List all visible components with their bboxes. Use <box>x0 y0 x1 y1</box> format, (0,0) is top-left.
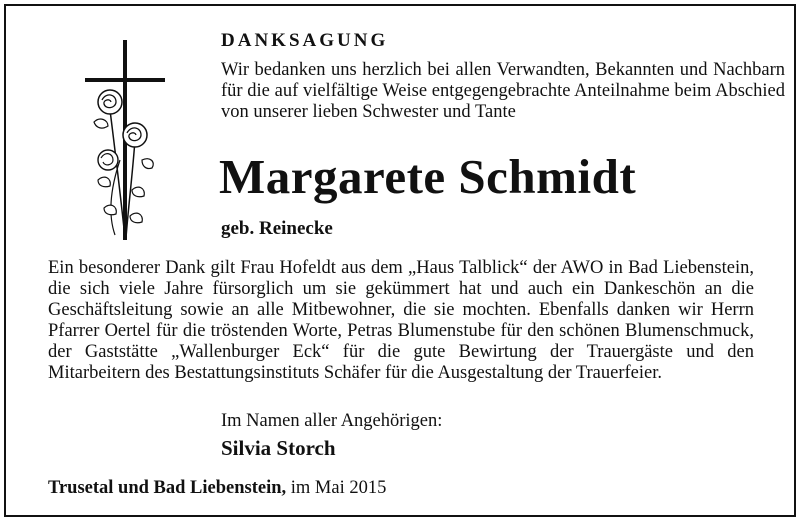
date-text: im Mai 2015 <box>290 478 387 498</box>
regards-line: Im Namen aller Angehörigen: <box>221 411 443 431</box>
signer-name: Silvia Storch <box>221 436 336 460</box>
deceased-name: Margarete Schmidt <box>219 149 637 204</box>
notice-heading: DANKSAGUNG <box>221 30 389 51</box>
place-date-line <box>48 478 386 499</box>
thanks-paragraph: Ein besonderer Dank gilt Frau Hofeldt aus dem „Haus Talblick“ der AWO in Bad Liebenstein, die sich viele Jahre fürsorglich um sie gekümmert hat und auch ein Dankeschön an die Geschäftsleitung sowie an alle Mitbewohner, die sie mochten. Ebenfalls danken wir Herrn Pfarrer Oertel für die tröstenden Worte, Petras Blumenstube für den schönen Blumenschmuck, der Gaststätte „Wallenburger Eck“ für die gute Bewirtung der Trauergäste und den Mitarbeitern des Bestattungsinstituts Schäfer für die Ausgestaltung der Trauerfeier. <box>48 258 754 383</box>
intro-paragraph: Wir bedanken uns herzlich bei allen Verwandten, Bekannten und Nachbarn für die auf vielfältige Weise entgegengebrachte Anteilnahme beim Abschied von unserer lieben Schwester und Tante <box>221 60 785 122</box>
cross-with-roses-icon <box>80 40 170 245</box>
place-text: Trusetal und Bad Liebenstein, <box>48 478 287 498</box>
maiden-name: geb. Reinecke <box>221 218 333 239</box>
